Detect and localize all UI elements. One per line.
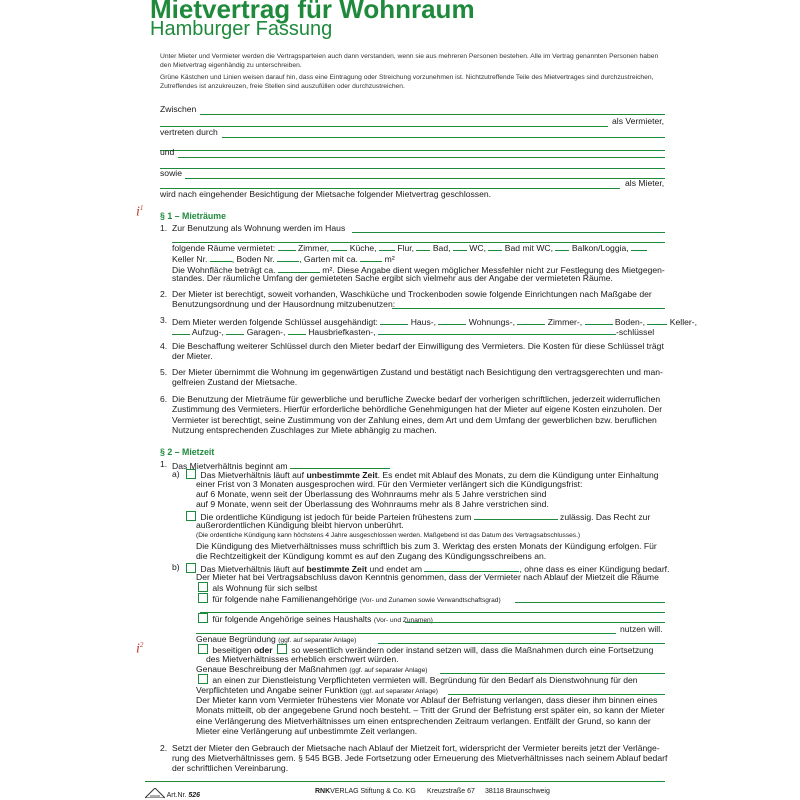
footer — [145, 788, 665, 799]
s2-a-line-1: Das Mietverhältnis läuft auf unbestimmte Zeit. Es endet mit Ablauf des Monats, zu dem die Kündigung unter Einhaltung — [184, 469, 659, 481]
s2-b-line-1: Das Mietverhältnis läuft auf bestimmte Zeit und endet am , ohne dass es einer Kündigung bedarf. — [184, 562, 669, 575]
field-vermieter-name[interactable] — [200, 114, 665, 115]
field-mieter-name[interactable] — [178, 157, 665, 158]
s2-p2-line-b: rung des Mietverhältnisses gem. § 545 BGB. Jede Fortsetzung oder Erneuerung des Mietverhältnisses nach seinem Ablauf bedarf — [172, 753, 668, 763]
s2-b-line-4: für folgende nahe Familienangehörige (Vor- und Zunamen sowie Verwandtschaftsgrad) — [196, 593, 501, 607]
label-und: und — [160, 147, 175, 157]
s2-b-line-3: als Wohnung für sich selbst — [196, 582, 317, 594]
s2-a-line-4: auf 9 Monate, wenn seit der Überlassung des Wohnraums mehr als 8 Jahre verstrichen sind. — [196, 499, 549, 509]
document-title: Mietvertrag für Wohnraum — [150, 0, 475, 24]
s1-p5-number: 5. — [160, 367, 168, 377]
s2-p2-number: 2. — [160, 743, 168, 753]
info-marker-2[interactable]: $i^2$ — [136, 641, 144, 657]
info-marker-1[interactable]: $i^1$ — [136, 204, 144, 220]
section-1-heading: § 1 – Mieträume — [160, 211, 227, 221]
field-key-garage[interactable] — [226, 325, 244, 335]
s1-p6-line-a: Die Benutzung der Mieträume für gewerbliche und berufliche Zwecke bedarf der vorherigen schriftlichen, jederzeit widerruflichen — [172, 394, 661, 404]
checkbox-bestimmte-zeit[interactable] — [186, 563, 196, 573]
s1-p6-line-b: Zustimmung des Vermieters. Hierfür erforderliche behördliche Genehmigungen hat der Mieter auf eigene Kosten einzuholen. Der — [172, 404, 663, 414]
s1-p3-number: 3. — [160, 315, 168, 325]
label-vertreten-durch: vertreten durch — [160, 127, 218, 137]
field-key-wohnung[interactable] — [438, 315, 466, 325]
label-als-mieter: als Mieter, — [625, 178, 665, 188]
field-kueche-count[interactable] — [331, 241, 347, 251]
s1-p2-line-b: Benutzungsordnung und der Hausordnung mitzubenutzen: — [172, 299, 396, 309]
field-vermieter-address[interactable] — [160, 126, 608, 127]
intro-paragraph-2: Grüne Kästchen und Linien weisen darauf hin, dass eine Eintragung oder Streichung vorzunehmen ist. Nichtzutreffende Teile des Mietvertrages sind durchzustreichen, Zutreffendes ist anzukreuzen, freie Stellen sind auszufüllen oder durchzustreichen. — [160, 74, 654, 90]
s2-b-line-14: Monats mitteilt, ob der angegebene Grund noch besteht. – Tritt der Grund der Befristung erst später ein, so kann der Mieter — [196, 705, 665, 715]
field-sowie[interactable] — [185, 178, 665, 179]
footer-art-label: Art.Nr. — [166, 792, 187, 799]
s2-p2-line-a: Setzt der Mieter den Gebrauch der Mietsache nach Ablauf der Mietzeit fort, widerspricht der Vermieter bereits jetzt der Verlänge- — [172, 743, 660, 753]
field-keller-nr[interactable] — [210, 252, 232, 262]
s2-a-line-2: einer Frist von 3 Monaten ausgesprochen wird. Für den Vermieter verlängert sich die Kündigungsfrist: — [196, 479, 583, 489]
s2-a-label: a) — [172, 469, 180, 479]
document-subtitle: Hamburger Fassung — [150, 18, 333, 40]
field-key-aufzug[interactable] — [172, 325, 190, 335]
s2-b-line-2: Der Mieter hat bei Vertragsabschluss davon Kenntnis genommen, dass der Vermieter nach Ablauf der Mietzeit die Räume — [196, 572, 659, 582]
field-mietbeginn[interactable] — [290, 459, 390, 469]
s2-b-begruendung: Genaue Begründung (ggf. auf separater Anlage) — [196, 634, 357, 644]
s2-b-nutzen: nutzen will. — [620, 624, 663, 634]
footer-street: Kreuzstraße 67 — [427, 788, 475, 795]
field-haus-address[interactable] — [352, 232, 665, 233]
s2-a-line-6: außerordentlichen Kündigung bleibt hiervon unberührt. — [196, 520, 404, 530]
field-key-briefkasten[interactable] — [288, 325, 306, 335]
checkbox-familienangehoerige[interactable] — [198, 593, 208, 603]
field-badwc-count[interactable] — [488, 241, 502, 251]
s1-p4-line-b: der Mieter. — [172, 351, 213, 361]
s2-a-line-5: Die ordentliche Kündigung ist jedoch für beide Parteien frühestens zum zulässig. Das Recht zur — [184, 510, 650, 523]
s2-b-line-5: für folgende Angehörige seines Haushalts (Vor- und Zunamen) — [196, 613, 433, 627]
field-wc-count[interactable] — [453, 241, 467, 251]
checkbox-haushaltsangehoerige[interactable] — [198, 613, 208, 623]
s1-rooms-line: folgende Räume vermietet: Zimmer, Küche, Flur, Bad, WC, Bad mit WC, Balkon/Loggia, — [172, 241, 647, 254]
s2-a-note: (Die ordentliche Kündigung kann höchstens 4 Jahre ausgeschlossen werden. Maßgebend ist das Datum des Vertragsabschlusses.) — [196, 532, 581, 539]
label-zwischen: Zwischen — [160, 104, 197, 114]
s2-b-line-12: Verpflichteten und Angabe seiner Funktion (ggf. auf separater Anlage) — [196, 685, 438, 695]
s2-a-line-9: die Rechtzeitigkeit der Kündigung kommt es auf den Zugang des Kündigungsschreibens an. — [196, 551, 547, 561]
field-einrichtungen[interactable] — [392, 308, 665, 309]
field-mieter-extra[interactable] — [160, 168, 665, 169]
checkbox-dienstwohnung[interactable] — [198, 674, 208, 684]
footer-publisher: RNKVERLAG Stiftung & Co. KG — [315, 788, 416, 795]
field-familienangehoerige[interactable] — [515, 602, 665, 603]
checkbox-eigenbedarf[interactable] — [198, 582, 208, 592]
s1-p2-number: 2. — [160, 289, 168, 299]
field-wohnflaeche[interactable] — [278, 263, 320, 273]
s1-p4-number: 4. — [160, 341, 168, 351]
field-garten-size[interactable] — [360, 252, 382, 262]
s1-keys-line-1: Dem Mieter werden folgende Schlüssel ausgehändigt: Haus-, Wohnungs-, Zimmer-, Boden-, Keller-, — [172, 317, 698, 327]
field-vertreten-durch[interactable] — [222, 137, 665, 138]
s2-begin-line: Das Mietverhältnis beginnt am — [172, 459, 390, 472]
field-key-haus[interactable] — [380, 315, 408, 325]
s2-b-label: b) — [172, 562, 180, 572]
field-flur-count[interactable] — [379, 241, 395, 251]
intro-paragraph-1: Unter Mieter und Vermieter werden die Vertragsparteien auch dann verstanden, wenn sie aus mehreren Personen bestehen. Alle im Vertrag genannten Personen haben den Mietvertrag eigenhändig zu unterschreiben. — [160, 53, 659, 69]
s1-keys-line-2: Aufzug-, Garagen-, Hausbriefkasten-, -schlüssel — [172, 325, 654, 338]
field-key-boden[interactable] — [585, 315, 613, 325]
s2-b-line-16: Mieter eine Verlängerung auf unbestimmte Zeit verlangen. — [196, 726, 418, 736]
section-2-heading: § 2 – Mietzeit — [160, 447, 215, 457]
footer-art-nr: 526 — [188, 792, 201, 799]
field-key-keller[interactable] — [647, 315, 667, 325]
checkbox-kuendigungsausschluss[interactable] — [186, 511, 196, 521]
s2-b-line-15: eine Verlängerung des Mietverhältnisses um einen entsprechenden Zeitraum verlangen. Entfällt der Grund, so kann der — [196, 716, 651, 726]
s2-b-line-8: beseitigen oder so wesentlich verändern oder instand setzen will, dass die Maßnahmen durch eine Fortsetzung — [196, 644, 653, 656]
checkbox-beseitigen[interactable] — [198, 644, 208, 654]
s2-a-line-8: Die Kündigung des Mietverhältnisses muss schriftlich bis zum 3. Werktag des ersten Monats der Kündigung erfolgen. Für — [196, 541, 657, 551]
publisher-logo-icon — [145, 788, 165, 798]
footer-rule — [145, 781, 665, 782]
field-zimmer-count[interactable] — [278, 241, 296, 251]
field-rooms-extra[interactable] — [631, 241, 647, 251]
s1-p4-line-a: Die Beschaffung weiterer Schlüssel durch den Mieter bedarf der Einwilligung des Vermieters. Die Kosten für diese Schlüssel trägt — [172, 341, 664, 351]
s1-p1-number: 1. — [160, 223, 168, 233]
s2-p1-number: 1. — [160, 459, 168, 469]
s1-p5-line-b: gelfreien Zustand der Mietsache. — [172, 377, 298, 387]
s2-b-line-11: an einen zur Dienstleistung Verpflichteten vermieten will. Begründung für den Bedarf als Dienstwohnung für den — [196, 674, 638, 686]
field-fruehestens-zum[interactable] — [474, 510, 558, 520]
checkbox-veraendern[interactable] — [277, 644, 287, 654]
s1-wohnflaeche-line-2: standes. Der räumliche Umfang der gemieteten Sache ergibt sich vielmehr aus der Angabe der vermieteten Räume. — [172, 273, 613, 283]
s1-p6-number: 6. — [160, 394, 168, 404]
s2-b-massnahmen: Genaue Beschreibung der Maßnahmen (ggf. auf separater Anlage) — [196, 664, 428, 674]
s1-p1-line-a: Zur Benutzung als Wohnung werden im Haus — [172, 223, 346, 233]
field-vertreten-extra[interactable] — [160, 150, 665, 151]
field-endet-am[interactable] — [424, 562, 519, 572]
label-sowie: sowie — [160, 168, 182, 178]
s2-b-line-13: Der Mieter kann vom Vermieter frühestens vier Monate vor Ablauf der Befristung verlangen, dass dieser ihm binnen eines — [196, 695, 658, 705]
s1-p2-line-a: Der Mieter ist berechtigt, soweit vorhanden, Waschküche und Trockenboden sowie folgende Einrichtungen nach Maßgabe der — [172, 289, 652, 299]
s1-keller-line: Keller Nr. , Boden Nr. , Garten mit ca. m² — [172, 254, 395, 264]
s1-p5-line-a: Der Mieter übernimmt die Wohnung im gegenwärtigen Zustand und bestätigt nach Besichtigung den vertragsgerechten und man- — [172, 367, 663, 377]
field-balkon-count[interactable] — [555, 241, 569, 251]
field-haushaltsangehoerige[interactable] — [405, 622, 665, 623]
field-boden-nr[interactable] — [277, 252, 299, 262]
s1-p6-line-c: Vermieter ist berechtigt, seine Zustimmung von der Zahlung eines, dem Art und dem Umfang der gewerblichen bzw. beruflichen — [172, 415, 657, 425]
s2-b-line-9: des Mietverhältnisses erheblich erschwert würden. — [206, 654, 399, 664]
s2-a-line-3: auf 6 Monate, wenn seit der Überlassung des Wohnraums mehr als 5 Jahre verstrichen sind — [196, 489, 547, 499]
label-als-vermieter: als Vermieter, — [612, 116, 665, 126]
parties-closing: wird nach eingehender Besichtigung der Mietsache folgender Mietvertrag geschlossen. — [160, 189, 492, 199]
field-bad-count[interactable] — [416, 241, 430, 251]
footer-city: 38118 Braunschweig — [485, 788, 550, 795]
checkbox-unbestimmte-zeit[interactable] — [186, 469, 196, 479]
s1-p6-line-d: Nutzung entsprechenden Zuschlages zur Miete abhängig zu machen. — [172, 425, 437, 435]
s2-p2-line-c: der schriftlichen Vereinbarung. — [172, 763, 289, 773]
field-key-other[interactable] — [378, 325, 616, 335]
field-key-zimmer[interactable] — [517, 315, 545, 325]
s1-wohnflaeche-line: Die Wohnfläche beträgt ca. m². Diese Angabe dient wegen möglicher Messfehler nicht zur Festlegung des Mietgegen- — [172, 265, 665, 275]
